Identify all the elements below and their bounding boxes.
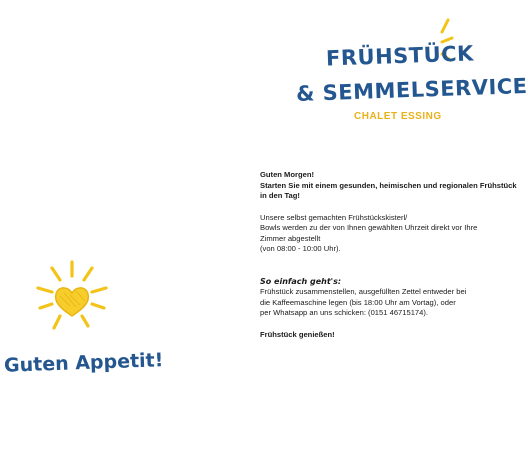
- page-title-line-1: FRÜHSTÜCK: [325, 41, 475, 71]
- intro-line: Starten Sie mit einem gesunden, heimischen und regionalen Frühstück: [260, 180, 517, 190]
- howto-line: Frühstück zusammenstellen, ausgefüllten Zettel entweder bei: [260, 287, 467, 296]
- closing-line: Frühstück genießen!: [260, 329, 335, 339]
- info-text: [260, 170, 517, 340]
- howto-line: per Whatsapp an uns schicken: (0151 46715174).: [260, 308, 429, 317]
- delivery-line: (von 08:00 - 10:00 Uhr).: [260, 244, 341, 253]
- sun-heart-icon: [30, 258, 114, 338]
- howto-line: die Kaffeemaschine legen (bis 18:00 Uhr am Vortag), oder: [260, 297, 456, 307]
- intro-line: Guten Morgen!: [260, 170, 314, 179]
- howto-heading: So einfach geht's:: [260, 276, 342, 286]
- delivery-line: Unsere selbst gemachten Frühstückskisterl/: [260, 212, 408, 222]
- intro-line: in den Tag!: [260, 191, 300, 200]
- page-title-line-2: & SEMMELSERVICE: [295, 73, 528, 107]
- page-subtitle: CHALET ESSING: [354, 111, 442, 122]
- greeting-appetit: Guten Appetit!: [3, 349, 164, 377]
- delivery-line: Bowls werden zu der von Ihnen gewählten Uhrzeit direkt vor Ihre: [260, 223, 478, 232]
- delivery-line: Zimmer abgestellt: [260, 233, 321, 243]
